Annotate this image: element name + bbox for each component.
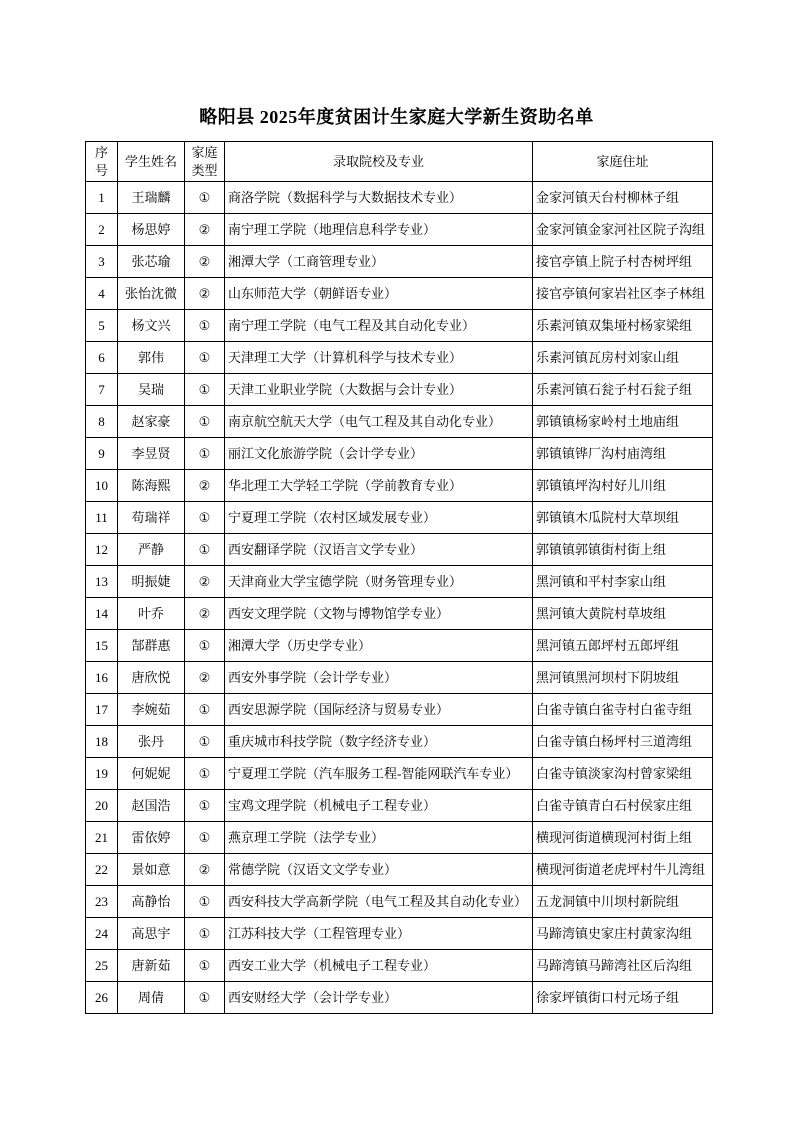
cell-serial-no: 4 xyxy=(86,278,118,310)
cell-serial-no: 3 xyxy=(86,246,118,278)
cell-school-major: 宁夏理工学院（农村区域发展专业） xyxy=(225,502,533,534)
cell-home-address: 郭镇镇木瓜院村大草坝组 xyxy=(533,502,713,534)
cell-family-type: ① xyxy=(185,950,225,982)
cell-student-name: 李昱贤 xyxy=(118,438,185,470)
cell-family-type: ② xyxy=(185,854,225,886)
table-row xyxy=(86,406,713,438)
cell-student-name: 赵国浩 xyxy=(118,790,185,822)
table-row xyxy=(86,214,713,246)
cell-serial-no: 21 xyxy=(86,822,118,854)
cell-home-address: 白雀寺镇淡家沟村曾家梁组 xyxy=(533,758,713,790)
table-row xyxy=(86,822,713,854)
cell-school-major: 西安思源学院（国际经济与贸易专业） xyxy=(225,694,533,726)
cell-home-address: 马蹄湾镇马蹄湾社区后沟组 xyxy=(533,950,713,982)
cell-home-address: 马蹄湾镇史家庄村黄家沟组 xyxy=(533,918,713,950)
cell-student-name: 明振婕 xyxy=(118,566,185,598)
table-row xyxy=(86,950,713,982)
cell-family-type: ② xyxy=(185,470,225,502)
cell-family-type: ② xyxy=(185,278,225,310)
cell-serial-no: 12 xyxy=(86,534,118,566)
cell-serial-no: 25 xyxy=(86,950,118,982)
cell-home-address: 郭镇镇铧厂沟村庙湾组 xyxy=(533,438,713,470)
cell-home-address: 金家河镇金家河社区院子沟组 xyxy=(533,214,713,246)
cell-student-name: 张怡沈微 xyxy=(118,278,185,310)
cell-home-address: 白雀寺镇青白石村侯家庄组 xyxy=(533,790,713,822)
cell-home-address: 郭镇镇郭镇街村街上组 xyxy=(533,534,713,566)
table-row xyxy=(86,310,713,342)
cell-school-major: 西安文理学院（文物与博物馆学专业） xyxy=(225,598,533,630)
cell-serial-no: 9 xyxy=(86,438,118,470)
cell-serial-no: 19 xyxy=(86,758,118,790)
cell-home-address: 横现河街道横现河村街上组 xyxy=(533,822,713,854)
cell-home-address: 白雀寺镇白杨坪村三道湾组 xyxy=(533,726,713,758)
cell-home-address: 郭镇镇杨家岭村土地庙组 xyxy=(533,406,713,438)
table-row xyxy=(86,694,713,726)
cell-home-address: 白雀寺镇白雀寺村白雀寺组 xyxy=(533,694,713,726)
table-body xyxy=(86,182,713,1014)
cell-home-address: 接官亭镇何家岩社区李子林组 xyxy=(533,278,713,310)
table-row xyxy=(86,342,713,374)
table-row xyxy=(86,374,713,406)
cell-school-major: 商洛学院（数据科学与大数据技术专业） xyxy=(225,182,533,214)
cell-student-name: 叶乔 xyxy=(118,598,185,630)
cell-school-major: 南宁理工学院（电气工程及其自动化专业） xyxy=(225,310,533,342)
cell-home-address: 黑河镇五郎坪村五郎坪组 xyxy=(533,630,713,662)
cell-home-address: 徐家坪镇街口村元场子组 xyxy=(533,982,713,1014)
cell-serial-no: 22 xyxy=(86,854,118,886)
header-row xyxy=(86,142,713,182)
cell-home-address: 接官亭镇上院子村杏树坪组 xyxy=(533,246,713,278)
cell-school-major: 南京航空航天大学（电气工程及其自动化专业） xyxy=(225,406,533,438)
col-header-school-major: 录取院校及专业 xyxy=(225,142,533,182)
table-row xyxy=(86,918,713,950)
cell-home-address: 金家河镇天台村柳林子组 xyxy=(533,182,713,214)
cell-school-major: 燕京理工学院（法学专业） xyxy=(225,822,533,854)
cell-family-type: ① xyxy=(185,438,225,470)
table-row xyxy=(86,246,713,278)
cell-student-name: 周倩 xyxy=(118,982,185,1014)
cell-school-major: 天津商业大学宝德学院（财务管理专业） xyxy=(225,566,533,598)
cell-school-major: 宝鸡文理学院（机械电子工程专业） xyxy=(225,790,533,822)
table-row xyxy=(86,502,713,534)
cell-family-type: ① xyxy=(185,534,225,566)
cell-family-type: ① xyxy=(185,502,225,534)
cell-student-name: 吴瑞 xyxy=(118,374,185,406)
cell-student-name: 雷依婷 xyxy=(118,822,185,854)
table-row xyxy=(86,790,713,822)
aid-roster-table xyxy=(85,141,713,1014)
cell-school-major: 西安翻译学院（汉语言文学专业） xyxy=(225,534,533,566)
cell-serial-no: 10 xyxy=(86,470,118,502)
cell-serial-no: 16 xyxy=(86,662,118,694)
cell-student-name: 苟瑞祥 xyxy=(118,502,185,534)
cell-family-type: ① xyxy=(185,630,225,662)
cell-student-name: 杨思婷 xyxy=(118,214,185,246)
cell-student-name: 张丹 xyxy=(118,726,185,758)
cell-school-major: 西安工业大学（机械电子工程专业） xyxy=(225,950,533,982)
table-row xyxy=(86,598,713,630)
cell-school-major: 常德学院（汉语文文学专业） xyxy=(225,854,533,886)
cell-home-address: 郭镇镇坪沟村好儿川组 xyxy=(533,470,713,502)
cell-family-type: ① xyxy=(185,310,225,342)
cell-family-type: ① xyxy=(185,182,225,214)
cell-home-address: 乐素河镇石瓮子村石瓮子组 xyxy=(533,374,713,406)
cell-serial-no: 14 xyxy=(86,598,118,630)
cell-school-major: 宁夏理工学院（汽车服务工程-智能网联汽车专业） xyxy=(225,758,533,790)
cell-serial-no: 15 xyxy=(86,630,118,662)
page-title: 略阳县 2025年度贫困计生家庭大学新生资助名单 xyxy=(199,107,594,127)
cell-family-type: ② xyxy=(185,598,225,630)
cell-serial-no: 13 xyxy=(86,566,118,598)
cell-serial-no: 20 xyxy=(86,790,118,822)
table-row xyxy=(86,630,713,662)
cell-school-major: 江苏科技大学（工程管理专业） xyxy=(225,918,533,950)
cell-family-type: ① xyxy=(185,342,225,374)
cell-family-type: ① xyxy=(185,918,225,950)
col-header-home-address: 家庭住址 xyxy=(533,142,713,182)
cell-family-type: ① xyxy=(185,694,225,726)
cell-family-type: ① xyxy=(185,374,225,406)
cell-school-major: 西安科技大学高新学院（电气工程及其自动化专业） xyxy=(225,886,533,918)
cell-family-type: ② xyxy=(185,662,225,694)
cell-serial-no: 24 xyxy=(86,918,118,950)
col-header-family-type: 家庭类型 xyxy=(185,142,225,182)
cell-home-address: 黑河镇黑河坝村下阴坡组 xyxy=(533,662,713,694)
cell-student-name: 何妮妮 xyxy=(118,758,185,790)
cell-school-major: 湘潭大学（工商管理专业） xyxy=(225,246,533,278)
cell-family-type: ② xyxy=(185,214,225,246)
cell-school-major: 重庆城市科技学院（数字经济专业） xyxy=(225,726,533,758)
cell-school-major: 湘潭大学（历史学专业） xyxy=(225,630,533,662)
cell-student-name: 赵家豪 xyxy=(118,406,185,438)
cell-serial-no: 5 xyxy=(86,310,118,342)
cell-family-type: ① xyxy=(185,406,225,438)
cell-serial-no: 26 xyxy=(86,982,118,1014)
cell-student-name: 唐新茹 xyxy=(118,950,185,982)
cell-student-name: 严静 xyxy=(118,534,185,566)
table-row xyxy=(86,182,713,214)
cell-school-major: 山东师范大学（朝鲜语专业） xyxy=(225,278,533,310)
table-row xyxy=(86,662,713,694)
table-row xyxy=(86,534,713,566)
cell-home-address: 五龙洞镇中川坝村新院组 xyxy=(533,886,713,918)
cell-student-name: 郜群惠 xyxy=(118,630,185,662)
cell-family-type: ① xyxy=(185,982,225,1014)
cell-school-major: 西安外事学院（会计学专业） xyxy=(225,662,533,694)
cell-serial-no: 6 xyxy=(86,342,118,374)
cell-serial-no: 17 xyxy=(86,694,118,726)
cell-school-major: 南宁理工学院（地理信息科学专业） xyxy=(225,214,533,246)
cell-student-name: 郭伟 xyxy=(118,342,185,374)
cell-serial-no: 11 xyxy=(86,502,118,534)
cell-serial-no: 2 xyxy=(86,214,118,246)
cell-family-type: ① xyxy=(185,822,225,854)
cell-home-address: 黑河镇大黄院村草坡组 xyxy=(533,598,713,630)
table-row xyxy=(86,470,713,502)
cell-student-name: 陈海熙 xyxy=(118,470,185,502)
cell-home-address: 乐素河镇双集垭村杨家梁组 xyxy=(533,310,713,342)
cell-school-major: 华北理工大学轻工学院（学前教育专业） xyxy=(225,470,533,502)
cell-student-name: 景如意 xyxy=(118,854,185,886)
cell-home-address: 黑河镇和平村李家山组 xyxy=(533,566,713,598)
cell-student-name: 高静怡 xyxy=(118,886,185,918)
table-row xyxy=(86,982,713,1014)
cell-school-major: 丽江文化旅游学院（会计学专业） xyxy=(225,438,533,470)
table-row xyxy=(86,886,713,918)
cell-student-name: 高思宇 xyxy=(118,918,185,950)
cell-school-major: 天津理工大学（计算机科学与技术专业） xyxy=(225,342,533,374)
cell-student-name: 唐欣悦 xyxy=(118,662,185,694)
table-row xyxy=(86,278,713,310)
cell-family-type: ① xyxy=(185,790,225,822)
cell-student-name: 杨文兴 xyxy=(118,310,185,342)
table-row xyxy=(86,758,713,790)
cell-serial-no: 18 xyxy=(86,726,118,758)
cell-serial-no: 23 xyxy=(86,886,118,918)
cell-family-type: ② xyxy=(185,566,225,598)
cell-student-name: 李婉茹 xyxy=(118,694,185,726)
cell-family-type: ① xyxy=(185,886,225,918)
cell-family-type: ② xyxy=(185,246,225,278)
table-row xyxy=(86,726,713,758)
table-row xyxy=(86,854,713,886)
cell-family-type: ① xyxy=(185,726,225,758)
cell-school-major: 天津工业职业学院（大数据与会计专业） xyxy=(225,374,533,406)
cell-home-address: 乐素河镇瓦房村刘家山组 xyxy=(533,342,713,374)
cell-serial-no: 7 xyxy=(86,374,118,406)
cell-serial-no: 1 xyxy=(86,182,118,214)
cell-family-type: ① xyxy=(185,758,225,790)
cell-home-address: 横现河街道老虎坪村牛儿湾组 xyxy=(533,854,713,886)
col-header-serial-no: 序号 xyxy=(86,142,118,182)
cell-student-name: 张芯瑜 xyxy=(118,246,185,278)
cell-school-major: 西安财经大学（会计学专业） xyxy=(225,982,533,1014)
col-header-student-name: 学生姓名 xyxy=(118,142,185,182)
table-row xyxy=(86,566,713,598)
cell-serial-no: 8 xyxy=(86,406,118,438)
table-row xyxy=(86,438,713,470)
cell-student-name: 王瑞麟 xyxy=(118,182,185,214)
